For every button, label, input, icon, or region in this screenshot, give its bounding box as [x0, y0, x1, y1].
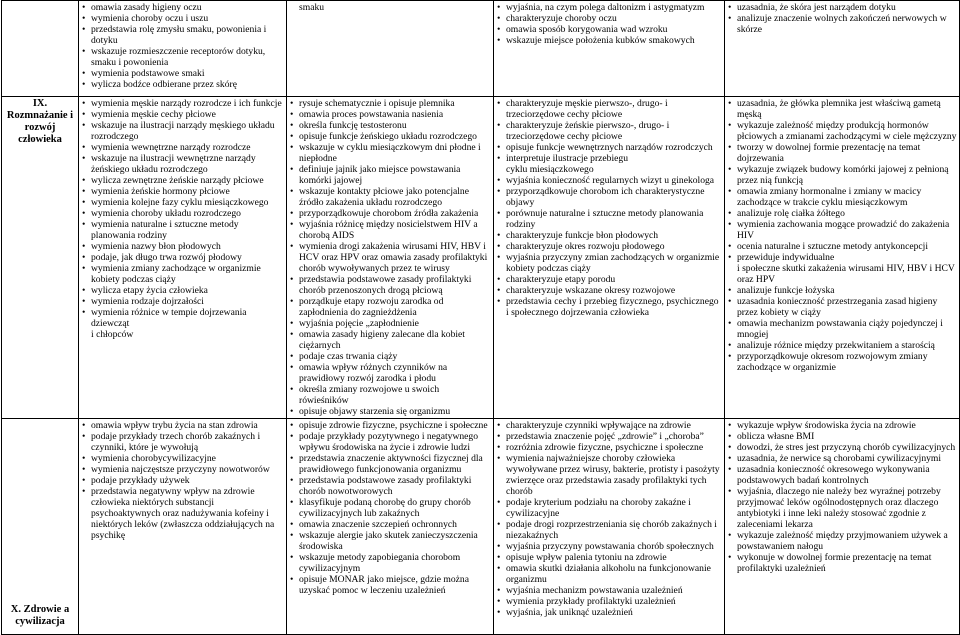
- list-item: • podaje przykłady używek: [81, 475, 284, 486]
- list-item: • określa funkcję testosteronu: [289, 120, 491, 131]
- curriculum-table: [1, 0, 960, 635]
- list-item: • wskazuje miejsce położenia kubków smakowych: [496, 35, 722, 46]
- list-item: • omawia skutki działania alkoholu na funkcjonowanie organizmu: [496, 563, 722, 585]
- list-item: smaku: [299, 2, 325, 13]
- list-item: • charakteryzuje okres rozwoju płodowego: [496, 241, 722, 252]
- list-item: • wyjaśnia, jak uniknąć uzależnień: [496, 607, 722, 618]
- list-item: • wymienia choroby oczu i uszu: [81, 13, 284, 24]
- list-item: • wylicza zewnętrzne żeńskie narządy płciowe: [81, 175, 284, 186]
- section-cell-reproduction: [2, 97, 79, 419]
- list-item: • uzasadnia, że skóra jest narządem dotyku: [727, 2, 957, 13]
- list-item: • wskazuje na ilustracji wewnętrzne narządy żeńskiego układu rozrodczego: [81, 153, 284, 175]
- list-item: • wskazuje na ilustracji narządy męskiego układu rozrodczego: [81, 120, 284, 142]
- list-item: • wymienia najważniejsze choroby człowieka wywoływane przez wirusy, bakterie, protisty i pasożyty zwierzęce oraz przedstawia zasady profilaktyki tych chorób: [496, 453, 722, 497]
- section-cell-health: [2, 419, 79, 635]
- list-item: • przyporządkowuje chorobom ich charakterystyczne objawy: [496, 186, 722, 208]
- list-item: • opisuje funkcje żeńskiego układu rozrodczego: [289, 131, 491, 142]
- list-item: • charakteryzuje etapy porodu: [496, 274, 722, 285]
- list-item: • omawia wpływ różnych czynników na prawidłowy rozwój zarodka i płodu: [289, 362, 491, 384]
- cell-requirements-basic: [79, 419, 287, 635]
- list-item: • porządkuje etapy rozwoju zarodka od zapłodnienia do zagnieżdżenia: [289, 296, 491, 318]
- list-item: • uzasadnia konieczność okresowego wykonywania podstawowych badań kontrolnych: [727, 464, 957, 486]
- list-item: • omawia sposób korygowania wad wzroku: [496, 24, 722, 35]
- row-reproduction: [2, 97, 960, 419]
- list-item: • charakteryzuje wskazane okresy rozwojowe: [496, 285, 722, 296]
- list-item: • opisuje objawy starzenia się organizmu: [289, 406, 491, 417]
- list-item: • przedstawia rolę zmysłu smaku, powonienia i dotyku: [81, 24, 284, 46]
- list-item: • wymienia kolejne fazy cyklu miesiączkowego: [81, 197, 284, 208]
- list-item: • podaje kryterium podziału na choroby zakaźne i cywilizacyjne: [496, 497, 722, 519]
- list-item: • ocenia naturalne i sztuczne metody antykoncepcji: [727, 241, 957, 252]
- row-senses: [2, 1, 960, 97]
- list-item: • charakteryzuje męskie pierwszo-, drugo- i trzeciorzędowe cechy płciowe: [496, 98, 722, 120]
- list-item: • wykazuje zależność między przyjmowaniem używek a powstawaniem nałogu: [727, 530, 957, 552]
- list-item: • wymienia zmiany zachodzące w organizmie kobiety podczas ciąży: [81, 263, 284, 285]
- cell-requirements-full: [725, 97, 960, 419]
- list-item: • przedstawia znaczenie aktywności fizycznej dla prawidłowego funkcjonowania organizmu: [289, 453, 491, 475]
- list-item: • interpretuje ilustracje przebiegu: [496, 153, 722, 164]
- list-item: • wykazuje związek budowy komórki jajowej z pełnioną przez nią funkcją: [727, 164, 957, 186]
- cell-requirements-extended: [287, 419, 494, 635]
- section-title: IX. Rozmnażanie i rozwój człowieka: [6, 98, 74, 145]
- list-item: • analizuje znaczenie wolnych zakończeń nerwowych w skórze: [727, 13, 957, 35]
- cell-requirements-basic: [79, 1, 287, 97]
- list-item: • określa zmiany rozwojowe u swoich rówieśników: [289, 384, 491, 406]
- list-item: • przedstawia podstawowe zasady profilaktyki chorób nowotworowych: [289, 475, 491, 497]
- list-item: • opisuje zdrowie fizyczne, psychiczne i społeczne: [289, 420, 491, 431]
- list-item: • omawia wpływ trybu życia na stan zdrowia: [81, 420, 284, 431]
- list-item: • charakteryzuje czynniki wpływające na zdrowie: [496, 420, 722, 431]
- list-item: • wskazuje alergie jako skutek zanieczyszczenia środowiska: [289, 530, 491, 552]
- list-item: • przyporządkowuje okresom rozwojowym zmiany zachodzące w organizmie: [727, 351, 957, 373]
- list-item: • wykazuje zależność między produkcją hormonów płciowych a zmianami zachodzącymi w ciele mężczyzny: [727, 120, 957, 142]
- cell-requirements-basic: [79, 97, 287, 419]
- list-item: • wykonuje w dowolnej formie prezentację na temat profilaktyki uzależnień: [727, 552, 957, 574]
- list-item: • wymienia męskie narządy rozrodcze i ich funkcje: [81, 98, 284, 109]
- list-item: • omawia znaczenie szczepień ochronnych: [289, 519, 491, 530]
- list-item: • podaje, jak długo trwa rozwój płodowy: [81, 252, 284, 263]
- list-item: • wyjaśnia mechanizm powstawania uzależnień: [496, 585, 722, 596]
- list-item: • podaje przykłady trzech chorób zakaźnych i czynniki, które je wywołują: [81, 431, 284, 453]
- list-item: cyklu miesiączkowego: [506, 164, 594, 175]
- section-cell-empty: [2, 1, 79, 97]
- list-item: i społecznego dojrzewania człowieka: [506, 307, 650, 318]
- list-item: • wskazuje metody zapobiegania chorobom cywilizacyjnym: [289, 552, 491, 574]
- list-item: • podaje czas trwania ciąży: [289, 351, 491, 362]
- row-health: [2, 419, 960, 635]
- list-item: • podaje drogi rozprzestrzeniania się chorób zakaźnych i niezakaźnych: [496, 519, 722, 541]
- cell-requirements-extended: [287, 1, 494, 97]
- list-item: • omawia mechanizm powstawania ciąży pojedynczej i mnogiej: [727, 318, 957, 340]
- list-item: • wyjaśnia konieczność regularnych wizyt u ginekologa: [496, 175, 722, 186]
- list-item: • wyjaśnia, dlaczego nie należy bez wyraźnej potrzeby przyjmować leków ogólnodostępnych oraz dlaczego antybiotyki i inne leki należy stosować zgodnie z zaleceniami lekarza: [727, 486, 957, 530]
- list-item: • wskazuje rozmieszczenie receptorów dotyku, smaku i powonienia: [81, 46, 284, 68]
- list-item: • przyporządkowuje chorobom źródła zakażenia: [289, 208, 491, 219]
- list-item: • charakteryzuje choroby oczu: [496, 13, 722, 24]
- list-item: i chłopców: [91, 329, 134, 340]
- list-item: • wskazuje w cyklu miesiączkowym dni płodne i niepłodne: [289, 142, 491, 164]
- list-item: • wymienia rodzaje dojrzałości: [81, 296, 284, 307]
- list-item: • analizuje różnice między przekwitaniem a starością: [727, 340, 957, 351]
- list-item: • wyjaśnia przyczyny zmian zachodzących w organizmie kobiety podczas ciąży: [496, 252, 722, 274]
- list-item: • wymienia drogi zakażenia wirusami HIV, HBV i HCV oraz HPV oraz omawia zasady profilaktyki chorób wywoływanych przez te wirusy: [289, 241, 491, 274]
- list-item: • tworzy w dowolnej formie prezentację na temat dojrzewania: [727, 142, 957, 164]
- list-item: • analizuje funkcje łożyska: [727, 285, 957, 296]
- list-item: • wykazuje wpływ środowiska życia na zdrowie: [727, 420, 957, 431]
- list-item: • opisuje MONAR jako miejsce, gdzie można uzyskać pomoc w leczeniu uzależnień: [289, 574, 491, 596]
- list-item: • opisuje wpływ palenia tytoniu na zdrowie: [496, 552, 722, 563]
- list-item: • wyjaśnia różnicę między nosicielstwem HIV a chorobą AIDS: [289, 219, 491, 241]
- cell-requirements-advanced: [494, 1, 725, 97]
- list-item: • omawia zasady higieny zalecane dla kobiet ciężarnych: [289, 329, 491, 351]
- cell-requirements-advanced: [494, 97, 725, 419]
- list-item: • przedstawia negatywny wpływ na zdrowie: [81, 486, 284, 497]
- list-item: • charakteryzuje funkcje błon płodowych: [496, 230, 722, 241]
- list-item: • rozróżnia zdrowie fizyczne, psychiczne i społeczne: [496, 442, 722, 453]
- list-item: • wymienia podstawowe smaki: [81, 68, 284, 79]
- list-item: • wymienia nazwy błon płodowych: [81, 241, 284, 252]
- list-item: • wymienia żeńskie hormony płciowe: [81, 186, 284, 197]
- list-item: • wymienia najczęstsze przyczyny nowotworów: [81, 464, 284, 475]
- cell-requirements-extended: [287, 97, 494, 419]
- list-item: • omawia proces powstawania nasienia: [289, 109, 491, 120]
- section-title: X. Zdrowie a cywilizacja: [10, 604, 70, 627]
- list-item: • klasyfikuje podaną chorobę do grupy chorób cywilizacyjnych lub zakaźnych: [289, 497, 491, 519]
- list-item: • podaje przykłady pozytywnego i negatywnego wpływu środowiska na życie i zdrowie ludzi: [289, 431, 491, 453]
- list-item: • wymienia chorobycywilizacyjne: [81, 453, 284, 464]
- list-item: • wymienia przykłady profilaktyki uzależnień: [496, 596, 722, 607]
- list-item: i społeczne skutki zakażenia wirusami HIV, HBV i HCV oraz HPV: [737, 263, 955, 285]
- list-item: • wymienia męskie cechy płciowe: [81, 109, 284, 120]
- list-item: • analizuje rolę ciałka żółtego: [727, 208, 957, 219]
- list-item: • definiuje jajnik jako miejsce powstawania komórki jajowej: [289, 164, 491, 186]
- list-item: • dowodzi, że stres jest przyczyną chorób cywilizacyjnych: [727, 442, 957, 453]
- cell-requirements-advanced: [494, 419, 725, 635]
- cell-requirements-full: [725, 419, 960, 635]
- list-item: • wymienia choroby układu rozrodczego: [81, 208, 284, 219]
- list-item: • wymienia zachowania mogące prowadzić do zakażenia HIV: [727, 219, 957, 241]
- list-item: • wymienia naturalne i sztuczne metody planowania rodziny: [81, 219, 284, 241]
- cell-requirements-full: [725, 1, 960, 97]
- list-item: • wylicza etapy życia człowieka: [81, 285, 284, 296]
- list-item: • rysuje schematycznie i opisuje plemnika: [289, 98, 491, 109]
- list-item: • uzasadnia, że nerwice są chorobami cywilizacyjnymi: [727, 453, 957, 464]
- list-item: • przedstawia cechy i przebieg fizycznego, psychicznego: [496, 296, 722, 307]
- list-item: • oblicza własne BMI: [727, 431, 957, 442]
- list-item: • przedstawia podstawowe zasady profilaktyki chorób przenoszonych drogą płciową: [289, 274, 491, 296]
- list-item: • charakteryzuje żeńskie pierwszo-, drugo- i trzeciorzędowe cechy płciowe: [496, 120, 722, 142]
- list-item: • omawia zmiany hormonalne i zmiany w macicy zachodzące w trakcie cyklu miesiączkowym: [727, 186, 957, 208]
- list-item: • wskazuje kontakty płciowe jako potencjalne źródło zakażenia układu rozrodczego: [289, 186, 491, 208]
- list-item: • omawia zasady higieny oczu: [81, 2, 284, 13]
- list-item: • uzasadnia, że główka plemnika jest właściwą gametą męską: [727, 98, 957, 120]
- list-item: • przedstawia znaczenie pojęć „zdrowie” i „choroba”: [496, 431, 722, 442]
- list-item: • wylicza bodźce odbierane przez skórę: [81, 79, 284, 90]
- list-item: • uzasadnia konieczność przestrzegania zasad higieny przez kobiety w ciąży: [727, 296, 957, 318]
- list-item: • opisuje funkcje wewnętrznych narządów rozrodczych: [496, 142, 722, 153]
- list-item: • wyjaśnia przyczyny powstawania chorób społecznych: [496, 541, 722, 552]
- list-item: • wyjaśnia, na czym polega daltonizm i astygmatyzm: [496, 2, 722, 13]
- list-item: człowieka niektórych substancji psychoaktywnych oraz nadużywania kofeiny i niektórych leków (zwłaszcza oddziałujących na psychikę: [91, 497, 275, 541]
- list-item: • porównuje naturalne i sztuczne metody planowania rodziny: [496, 208, 722, 230]
- list-item: • wymienia różnice w tempie dojrzewania dziewcząt: [81, 307, 284, 329]
- list-item: • wyjaśnia pojęcie „zapłodnienie: [289, 318, 491, 329]
- list-item: • przewiduje indywidualne: [727, 252, 957, 263]
- list-item: • wymienia wewnętrzne narządy rozrodcze: [81, 142, 284, 153]
